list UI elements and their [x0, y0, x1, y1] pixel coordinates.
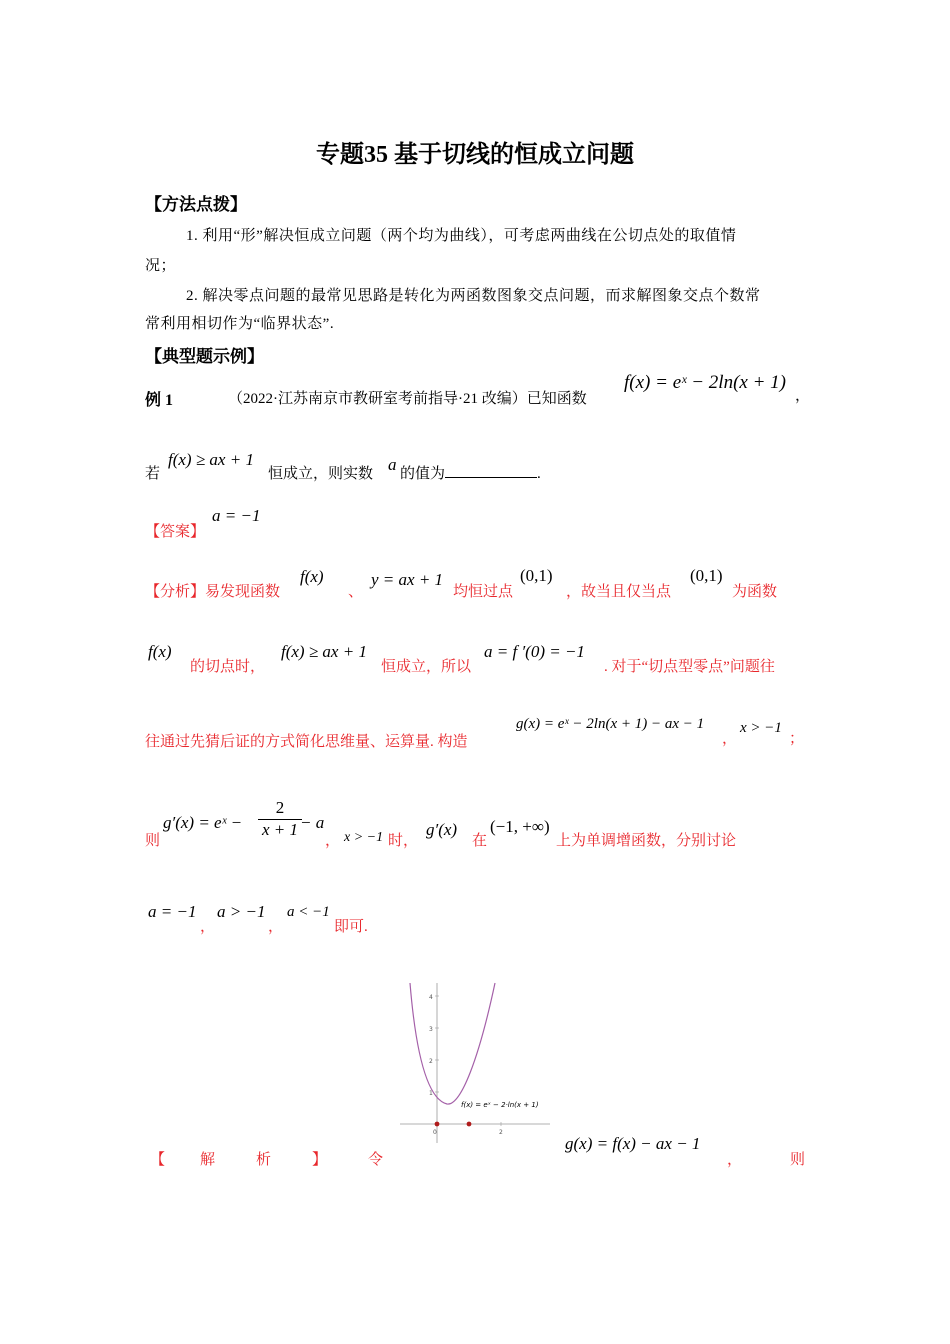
fraction: [258, 798, 302, 840]
solution-bracket-open: 【: [150, 1152, 166, 1168]
function-graph: [395, 978, 555, 1148]
example-var-a: a: [388, 455, 397, 474]
analysis-t19: 即可.: [334, 919, 368, 935]
analysis-f17b: a > −1: [217, 902, 266, 921]
solution-formula: g(x) = f(x) − ax − 1: [565, 1134, 701, 1153]
analysis-f10: x > −1: [740, 720, 782, 736]
example-text2: 恒成立，则实数: [268, 466, 374, 482]
analysis-t14: 时，: [388, 833, 419, 849]
example-inequality: f(x) ≥ ax + 1: [168, 450, 254, 469]
analysis-t8: . 对于“切点型零点”问题往: [604, 659, 775, 675]
analysis-f1: f(x): [300, 567, 324, 586]
solution-t2: ，: [727, 1152, 743, 1168]
solution-t3: 则: [790, 1152, 806, 1168]
method-p1-line2: 况；: [145, 258, 177, 274]
example-text3: 的值为 .: [400, 462, 541, 483]
x-tick-label: 0: [433, 1129, 437, 1136]
analysis-f12b: − a: [300, 813, 325, 832]
y-tick-label: 4: [429, 994, 433, 1001]
analysis-t12: 则: [145, 833, 161, 849]
function-curve: [410, 983, 495, 1104]
fraction-numerator: 2: [275, 798, 285, 817]
fraction-denominator: x + 1: [261, 820, 299, 839]
example-if: 若: [145, 466, 161, 482]
solution-t1: 令: [368, 1152, 384, 1168]
point-marker: [435, 1122, 440, 1127]
analysis-f12a: g′(x) = eˣ −: [163, 813, 243, 832]
analysis-f17a: a = −1: [148, 902, 197, 921]
answer-value: a = −1: [212, 506, 261, 525]
method-p2-line1: 2. 解决零点问题的最常见思路是转化为两函数图象交点问题，而求解图象交点个数常: [186, 288, 761, 304]
analysis-t9: 往通过先猜后证的方式简化思维量、运算量. 构造: [145, 734, 468, 750]
analysis-t4: ，故当且仅当点: [566, 584, 672, 600]
solution-bracket-close: 】: [312, 1152, 328, 1168]
analysis-f17c: a < −1: [287, 904, 330, 920]
y-tick-label: 1: [429, 1090, 433, 1097]
analysis-t3: 均恒过点: [453, 584, 514, 600]
analysis-t6: 的切点时，: [190, 659, 266, 675]
solution-label-char: 解: [200, 1152, 216, 1168]
analysis-f15: (−1, +∞): [490, 817, 550, 836]
analysis-t18: ，: [268, 919, 284, 935]
analysis-t11: ；: [789, 731, 805, 747]
answer-blank: [445, 463, 537, 478]
analysis-t2: 、: [348, 584, 364, 600]
analysis-t13: ，: [325, 833, 341, 849]
example-source: （2022·江苏南京市教研室考前指导·21 改编）已知函数: [228, 391, 587, 407]
method-heading: 【方法点拨】: [145, 195, 247, 214]
curve-label: f(x) = eˣ − 2·ln(x + 1): [461, 1101, 539, 1109]
analysis-f14: g′(x): [426, 820, 458, 839]
analysis-f9: g(x) = eˣ − 2ln(x + 1) − ax − 1: [516, 716, 705, 732]
analysis-t16: 上为单调增函数，分别讨论: [556, 833, 737, 849]
examples-heading: 【典型题示例】: [145, 347, 264, 366]
page-title: 专题35 基于切线的恒成立问题: [316, 142, 634, 168]
analysis-t5: 为函数: [732, 584, 778, 600]
analysis-f3: (0,1): [520, 566, 553, 585]
analysis-t10: ，: [722, 731, 738, 747]
answer-label: 【答案】: [145, 524, 206, 540]
example-function-formula: f(x) = eˣ − 2ln(x + 1): [624, 372, 786, 393]
y-tick-label: 2: [429, 1058, 433, 1065]
analysis-f2: y = ax + 1: [371, 570, 444, 589]
y-tick-label: 3: [429, 1026, 433, 1033]
analysis-t7: 恒成立，所以: [381, 659, 472, 675]
analysis-f7: a = f ′(0) = −1: [484, 642, 585, 661]
method-p1-line1: 1. 利用“形”解决恒成立问题（两个均为曲线），可考虑两曲线在公切点处的取值情: [186, 228, 737, 244]
point-marker: [467, 1122, 472, 1127]
solution-label-char: 析: [256, 1152, 272, 1168]
analysis-f6: f(x) ≥ ax + 1: [281, 642, 367, 661]
analysis-t15: 在: [472, 833, 488, 849]
analysis-t17: ，: [200, 919, 216, 935]
analysis-f13: x > −1: [344, 830, 384, 845]
method-p2-line2: 常利用相切作为“临界状态”.: [145, 316, 335, 332]
x-tick-label: 2: [499, 1129, 503, 1136]
example-comma: ，: [795, 388, 811, 404]
analysis-f5: f(x): [148, 642, 172, 661]
example-label: 例 1: [145, 392, 174, 409]
analysis-f4: (0,1): [690, 566, 723, 585]
analysis-label: 【分析】易发现函数: [145, 584, 281, 600]
